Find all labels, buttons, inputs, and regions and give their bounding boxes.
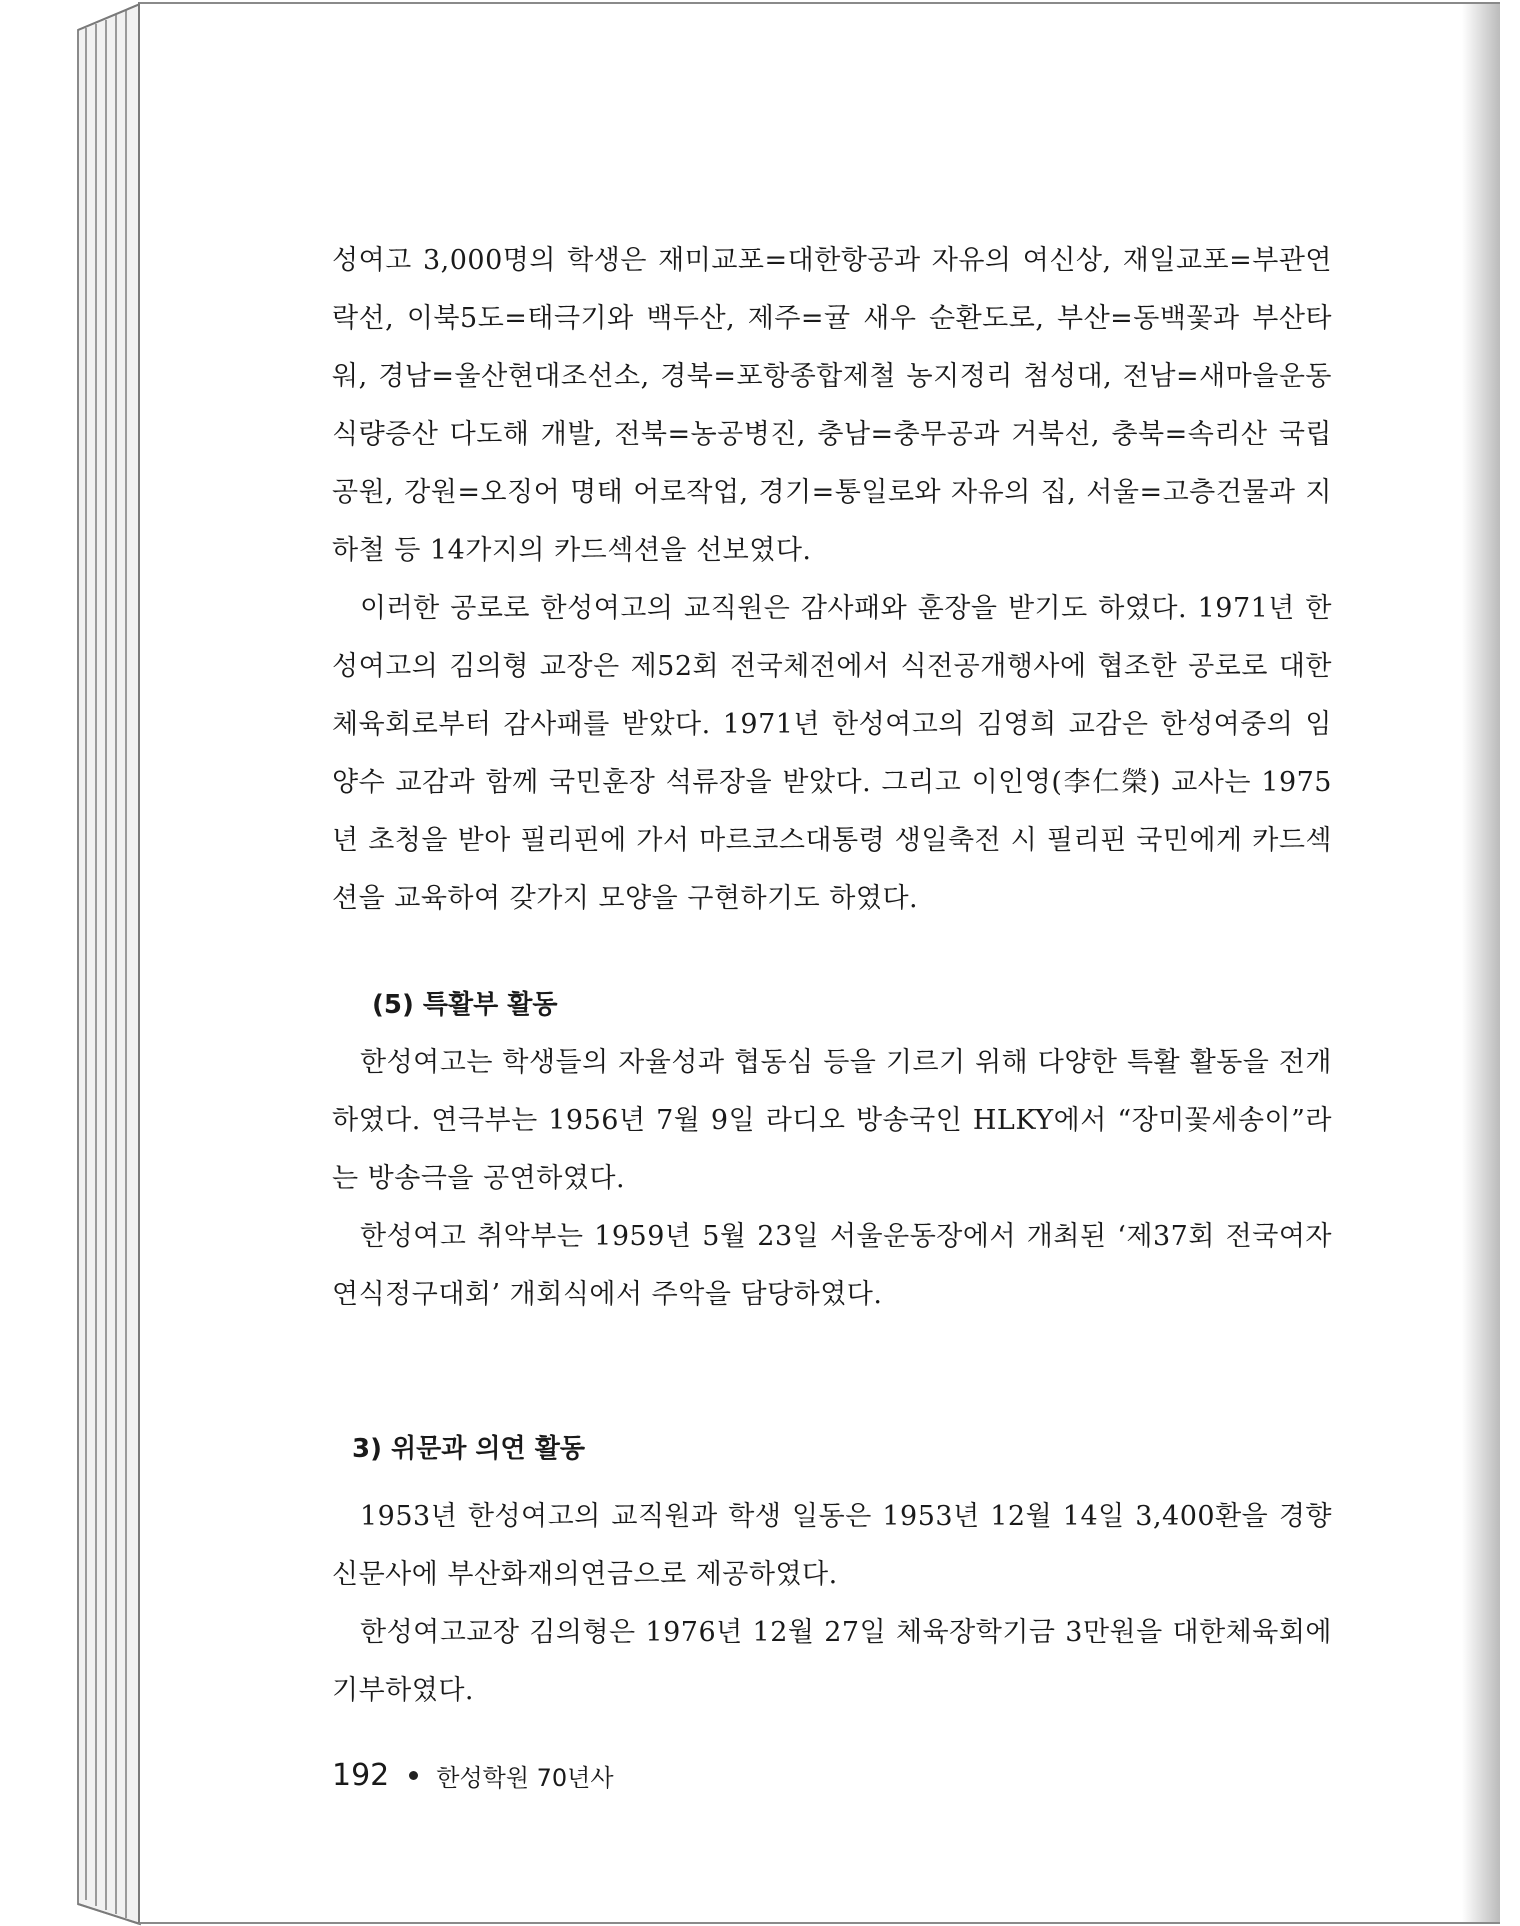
paragraph-awards: 이러한 공로로 한성여고의 교직원은 감사패와 훈장을 받기도 하였다. 1971년 한성여고의 김의형 교장은 제52회 전국체전에서 식전공개행사에 협조한 공로로 대한체육회로부터 감사패를 받았다. 1971년 한성여고의 김영희 교감은 한성여중의 임양수 교감과 함께 국민훈장 석류장을 받았다. 그리고 이인영(李仁榮) 교사는 1975년 초청을 받아 필리핀에 가서 마르코스대통령 생일축전 시 필리핀 국민에게 카드섹션을 교육하여 갖가지 모양을 구현하기도 하였다. <box>332 593 1332 914</box>
paragraph-band-club: 한성여고 취악부는 1959년 5월 23일 서울운동장에서 개최된 ‘제37회 전국여자연식정구대회’ 개회식에서 주악을 담당하였다. <box>332 1221 1332 1310</box>
page-footer <box>332 1758 614 1793</box>
paragraph-card-section-list: 성여고 3,000명의 학생은 재미교포=대한항공과 자유의 여신상, 재일교포=부관연락선, 이북5도=태극기와 백두산, 제주=귤 새우 순환도로, 부산=동백꽃과 부산타워, 경남=울산현대조선소, 경북=포항종합제철 농지정리 첨성대, 전남=새마을운동 식량증산 다도해 개발, 전북=농공병진, 충남=충무공과 거북선, 충북=속리산 국립공원, 강원=오징어 명태 어로작업, 경기=통일로와 자유의 집, 서울=고층건물과 지하철 등 14가지의 카드섹션을 선보였다. <box>332 245 1332 566</box>
page-content <box>332 232 1332 1720</box>
page-edge-shadow <box>1462 4 1500 1922</box>
bullet-separator-icon <box>409 1771 418 1780</box>
page-number: 192 <box>332 1758 390 1793</box>
paragraph-donation-1976: 한성여고교장 김의형은 1976년 12월 27일 체육장학기금 3만원을 대한체육회에 기부하였다. <box>332 1617 1332 1706</box>
paragraph-drama-club: 한성여고는 학생들의 자율성과 협동심 등을 기르기 위해 다양한 특활 활동을 전개하였다. 연극부는 1956년 7월 9일 라디오 방송국인 HLKY에서 “장미꽃세송이”라는 방송극을 공연하였다. <box>332 1047 1332 1194</box>
paragraph-donation-1953: 1953년 한성여고의 교직원과 학생 일동은 1953년 12월 14일 3,400환을 경향신문사에 부산화재의연금으로 제공하였다. <box>332 1501 1332 1590</box>
section-heading-extracurricular: (5) 특활부 활동 <box>372 990 558 1020</box>
book-title: 한성학원 70년사 <box>436 1764 614 1792</box>
section-heading-charity: 3) 위문과 의연 활동 <box>352 1434 585 1464</box>
